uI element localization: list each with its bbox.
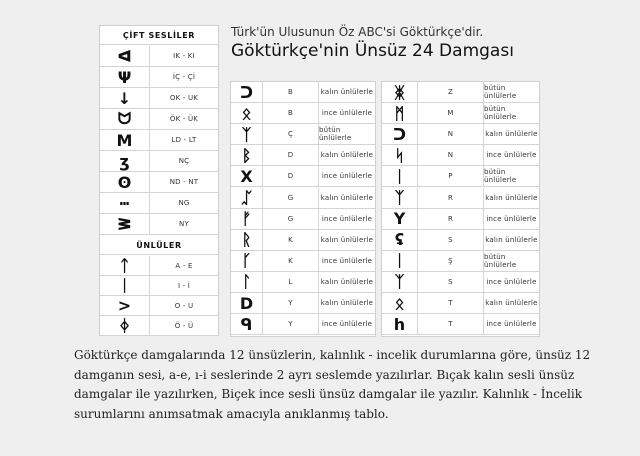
desc-cell: kalın ünlülerle: [484, 293, 539, 314]
desc-cell: ince ünlülerle: [319, 103, 375, 124]
glyph-cell: ʒ: [100, 151, 150, 172]
table-row: [231, 209, 375, 230]
glyph-cell: ᛟ: [231, 103, 263, 124]
letter-cell: Z: [418, 82, 484, 103]
table-row: [231, 188, 375, 209]
glyph-cell: ᛁ: [382, 251, 418, 272]
desc-cell: ince ünlülerle: [484, 209, 539, 230]
desc-cell: kalın ünlülerle: [484, 188, 539, 209]
glyph-cell: ᛏ: [100, 256, 150, 276]
left-table-row: [100, 46, 218, 67]
sound-cell: LD - LT: [150, 130, 218, 151]
table-row: [231, 145, 375, 166]
desc-cell: kalın ünlülerle: [319, 293, 375, 314]
cift-sesliler-header: [100, 26, 218, 45]
glyph-cell: ʢ: [382, 230, 418, 251]
glyph-cell: ⵈ: [100, 193, 150, 214]
cift-sesliler-header-label: ÇİFT SESLİLER: [100, 26, 218, 45]
glyph-cell: ↓: [100, 88, 150, 109]
glyph-cell: Y: [382, 209, 418, 230]
glyph-cell: ᛤ: [382, 82, 418, 103]
table-row: [231, 272, 375, 293]
table-row: [382, 124, 539, 145]
glyph-cell: ᛢ: [231, 188, 263, 209]
table-row: [231, 293, 375, 314]
desc-cell: kalın ünlülerle: [319, 230, 375, 251]
left-table-row: [100, 276, 218, 296]
unluler-header: [100, 236, 218, 255]
glyph-cell: X: [231, 166, 263, 187]
table-row: [382, 166, 539, 187]
letter-cell: G: [263, 188, 319, 209]
left-table-row: [100, 130, 218, 151]
letter-cell: Ç: [263, 124, 319, 145]
left-table-row: [100, 316, 218, 336]
letter-cell: T: [418, 293, 484, 314]
sound-cell: OK - UK: [150, 88, 218, 109]
table-row: [382, 145, 539, 166]
table-row: [382, 251, 539, 272]
desc-cell: bütün ünlülerle: [484, 82, 539, 103]
middle-table: [230, 81, 376, 337]
glyph-cell: ᑐ: [231, 82, 263, 103]
glyph-cell: Ψ: [100, 67, 150, 88]
table-row: [231, 103, 375, 124]
desc-cell: kalın ünlülerle: [484, 124, 539, 145]
letter-cell: T: [418, 314, 484, 335]
desc-cell: kalın ünlülerle: [484, 230, 539, 251]
left-table-row: [100, 256, 218, 276]
sound-cell: İÇ - Çİ: [150, 67, 218, 88]
table-row: [231, 314, 375, 335]
title-line-1: Türk'ün Ulusunun Öz ABC'si Göktürkçe'dir.: [231, 25, 484, 39]
table-row: [231, 251, 375, 272]
glyph-cell: ᛋ: [382, 145, 418, 166]
letter-cell: Y: [263, 314, 319, 335]
letter-cell: G: [263, 209, 319, 230]
letter-cell: N: [418, 145, 484, 166]
letter-cell: P: [418, 166, 484, 187]
letter-cell: K: [263, 251, 319, 272]
glyph-cell: ᗢ: [100, 109, 150, 130]
left-table-row: [100, 214, 218, 235]
glyph-cell: ᛉ: [382, 272, 418, 293]
desc-cell: bütün ünlülerle: [319, 124, 375, 145]
left-table-row: [100, 67, 218, 88]
glyph-cell: ᐊ: [100, 46, 150, 67]
table-row: [231, 82, 375, 103]
letter-cell: N: [418, 124, 484, 145]
caption-text: Göktürkçe damgalarında 12 ünsüzlerin, kalınlık - incelik durumlarına göre, ünsüz 12 damganın sesi, a-e, ı-i seslerinde 2 ayrı seslemde yazılırlar. Bıçak kalın sesli ünsüz damgalar ile yazılırken, Biçek ince sesli ünsüz damgalar ile yazılır. Kalınlık - İncelik surumlarını anımsatmak amacıyla anıklanmış tablo.: [74, 348, 591, 421]
sound-cell: IK - KI: [150, 46, 218, 67]
left-table-row: [100, 193, 218, 214]
sound-cell: NG: [150, 193, 218, 214]
glyph-cell: ᑐ: [382, 124, 418, 145]
glyph-cell: ᛟ: [382, 293, 418, 314]
table-row: [231, 166, 375, 187]
right-table: [381, 81, 540, 337]
letter-cell: D: [263, 166, 319, 187]
sound-cell: NY: [150, 214, 218, 235]
glyph-cell: ᛚ: [231, 272, 263, 293]
letter-cell: L: [263, 272, 319, 293]
desc-cell: ince ünlülerle: [319, 166, 375, 187]
glyph-cell: ᛁ: [100, 276, 150, 296]
desc-cell: ince ünlülerle: [484, 314, 539, 335]
letter-cell: B: [263, 103, 319, 124]
table-row: [382, 188, 539, 209]
glyph-cell: M: [100, 130, 150, 151]
letter-cell: M: [418, 103, 484, 124]
desc-cell: kalın ünlülerle: [319, 145, 375, 166]
left-table-row: [100, 172, 218, 193]
table-row: [382, 209, 539, 230]
desc-cell: kalın ünlülerle: [319, 272, 375, 293]
table-row: [382, 82, 539, 103]
glyph-cell: D: [231, 293, 263, 314]
table-row: [382, 293, 539, 314]
letter-cell: D: [263, 145, 319, 166]
table-row: [382, 272, 539, 293]
desc-cell: bütün ünlülerle: [484, 251, 539, 272]
desc-cell: ince ünlülerle: [484, 145, 539, 166]
unluler-header-label: ÜNLÜLER: [100, 236, 218, 255]
sound-cell: ND - NT: [150, 172, 218, 193]
glyph-cell: ᛄ: [100, 316, 150, 336]
table-row: [382, 230, 539, 251]
left-table-row: [100, 109, 218, 130]
sound-cell: NÇ: [150, 151, 218, 172]
glyph-cell: ᛁ: [382, 166, 418, 187]
glyph-cell: ᕒ: [100, 214, 150, 235]
glyph-cell: ᚴ: [231, 251, 263, 272]
glyph-cell: ᚱ: [231, 230, 263, 251]
left-table: [99, 25, 219, 336]
glyph-cell: >: [100, 296, 150, 316]
glyph-cell: ᑫ: [231, 314, 263, 335]
glyph-cell: ᛗ: [382, 103, 418, 124]
table-row: [231, 124, 375, 145]
glyph-cell: ᚠ: [231, 209, 263, 230]
sound-cell: A - E: [150, 256, 218, 276]
glyph-cell: ʘ: [100, 172, 150, 193]
letter-cell: R: [418, 188, 484, 209]
sound-cell: O - U: [150, 296, 218, 316]
letter-cell: S: [418, 272, 484, 293]
left-table-row: [100, 296, 218, 316]
sound-cell: ÖK - ÜK: [150, 109, 218, 130]
desc-cell: ince ünlülerle: [319, 251, 375, 272]
desc-cell: kalın ünlülerle: [319, 188, 375, 209]
sound-cell: Ö - Ü: [150, 316, 218, 336]
letter-cell: Ş: [418, 251, 484, 272]
desc-cell: ince ünlülerle: [484, 272, 539, 293]
desc-cell: ince ünlülerle: [319, 209, 375, 230]
letter-cell: K: [263, 230, 319, 251]
desc-cell: kalın ünlülerle: [319, 82, 375, 103]
title-line-2: Göktürkçe'nin Ünsüz 24 Damgası: [231, 41, 514, 61]
left-table-row: [100, 88, 218, 109]
letter-cell: R: [418, 209, 484, 230]
desc-cell: bütün ünlülerle: [484, 166, 539, 187]
desc-cell: bütün ünlülerle: [484, 103, 539, 124]
letter-cell: Y: [263, 293, 319, 314]
table-row: [231, 230, 375, 251]
letter-cell: B: [263, 82, 319, 103]
glyph-cell: ᛉ: [382, 188, 418, 209]
letter-cell: S: [418, 230, 484, 251]
glyph-cell: h: [382, 314, 418, 335]
glyph-cell: ᛉ: [231, 124, 263, 145]
sound-cell: I - İ: [150, 276, 218, 296]
table-row: [382, 103, 539, 124]
desc-cell: ince ünlülerle: [319, 314, 375, 335]
left-table-row: [100, 151, 218, 172]
glyph-cell: ᛒ: [231, 145, 263, 166]
table-row: [382, 314, 539, 335]
